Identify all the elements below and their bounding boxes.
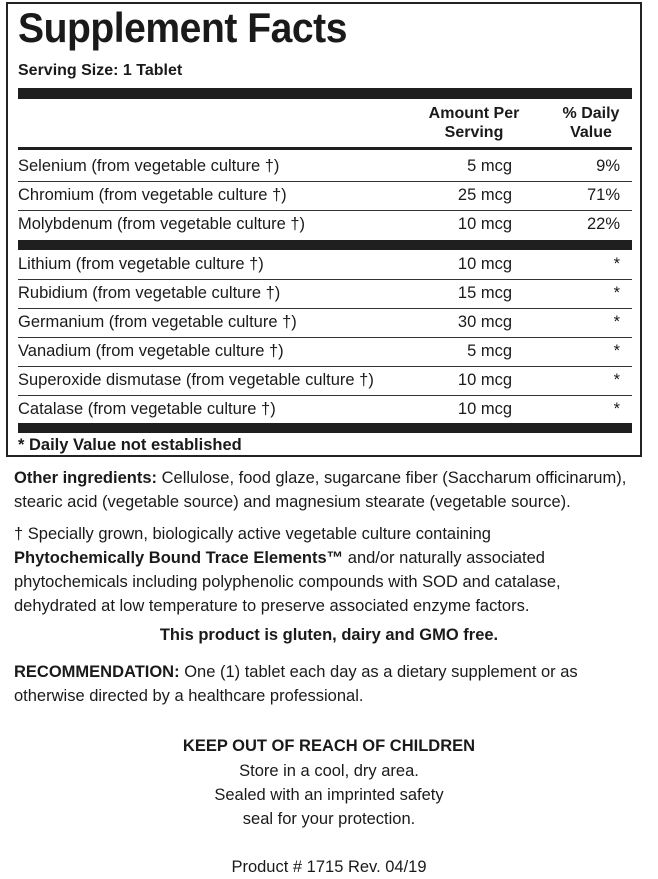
nutrient-name: Superoxide dismutase (from vegetable culture †) [18, 371, 374, 389]
nutrient-name: Chromium (from vegetable culture †) [18, 186, 287, 204]
nutrient-row [18, 395, 632, 424]
header-rule [18, 147, 632, 150]
panel-title: Supplement Facts [18, 4, 347, 51]
nutrient-amount: 10 mcg [457, 215, 512, 233]
nutrient-name: Vanadium (from vegetable culture †) [18, 342, 284, 360]
nutrient-daily-value: 22% [586, 215, 620, 233]
nutrient-name: Lithium (from vegetable culture †) [18, 255, 264, 273]
serving-size: Serving Size: 1 Tablet [18, 62, 183, 79]
child-warning: KEEP OUT OF REACH OF CHILDREN [182, 737, 476, 755]
nutrient-amount: 15 mcg [457, 284, 512, 302]
recommendation [14, 660, 646, 708]
nutrient-row [18, 308, 632, 338]
free-from-statement: This product is gluten, dairy and GMO free. [159, 626, 499, 644]
other-ingredients-label: Other ingredients: [14, 469, 158, 487]
nutrient-amount: 30 mcg [457, 313, 512, 331]
nutrient-row [18, 210, 632, 239]
group-divider [18, 240, 632, 250]
nutrient-daily-value: * [613, 255, 620, 273]
nutrient-daily-value: * [613, 400, 620, 418]
nutrient-name: Rubidium (from vegetable culture †) [18, 284, 281, 302]
storage-line-2: Sealed with an imprinted safety [214, 786, 444, 804]
nutrient-amount: 5 mcg [467, 157, 512, 175]
other-ingredients [14, 466, 646, 514]
nutrient-daily-value: 71% [586, 186, 620, 204]
nutrient-row [18, 279, 632, 309]
daily-value-note: * Daily Value not established [18, 436, 242, 454]
culture-note-bold: Phytochemically Bound Trace Elements™ [14, 549, 344, 567]
nutrient-name: Catalase (from vegetable culture †) [18, 400, 276, 418]
bottom-rule [18, 423, 632, 433]
amount-header: Amount Per Serving [428, 105, 520, 141]
culture-note [14, 522, 646, 618]
nutrient-amount: 25 mcg [457, 186, 512, 204]
top-rule [18, 88, 632, 99]
nutrient-name: Molybdenum (from vegetable culture †) [18, 215, 306, 233]
nutrient-amount: 10 mcg [457, 255, 512, 273]
supplement-facts-panel [6, 2, 642, 457]
culture-note-rest: and/or naturally associated phytochemicals including polyphenolic compounds with SOD and catalase, dehydrated at low temperature to preserve associated enzyme factors. [14, 549, 561, 615]
nutrient-daily-value: * [613, 284, 620, 302]
nutrient-daily-value: 9% [596, 157, 620, 175]
nutrient-row [18, 181, 632, 211]
nutrient-row [18, 250, 632, 280]
nutrient-row [18, 337, 632, 367]
nutrient-amount: 10 mcg [457, 371, 512, 389]
nutrient-daily-value: * [613, 371, 620, 389]
daily-value-header: % Daily Value [562, 105, 620, 141]
nutrient-daily-value: * [613, 313, 620, 331]
nutrient-row [18, 366, 632, 396]
product-number: Product # 1715 Rev. 04/19 [231, 858, 427, 876]
nutrient-name: Selenium (from vegetable culture †) [18, 157, 280, 175]
storage-line-1: Store in a cool, dry area. [239, 762, 419, 780]
nutrient-amount: 5 mcg [467, 342, 512, 360]
storage-line-3: seal for your protection. [242, 810, 416, 828]
culture-note-intro: † Specially grown, biologically active vegetable culture containing [14, 525, 491, 543]
nutrient-row [18, 152, 632, 182]
recommendation-text: One (1) tablet each day as a dietary supplement or as otherwise directed by a healthcare professional. [14, 663, 578, 705]
recommendation-label: RECOMMENDATION: [14, 663, 180, 681]
other-ingredients-text: Cellulose, food glaze, sugarcane fiber (Saccharum officinarum), stearic acid (vegetable source) and magnesium stearate (vegetable source). [14, 469, 627, 511]
nutrient-name: Germanium (from vegetable culture †) [18, 313, 297, 331]
nutrient-amount: 10 mcg [457, 400, 512, 418]
nutrient-daily-value: * [613, 342, 620, 360]
